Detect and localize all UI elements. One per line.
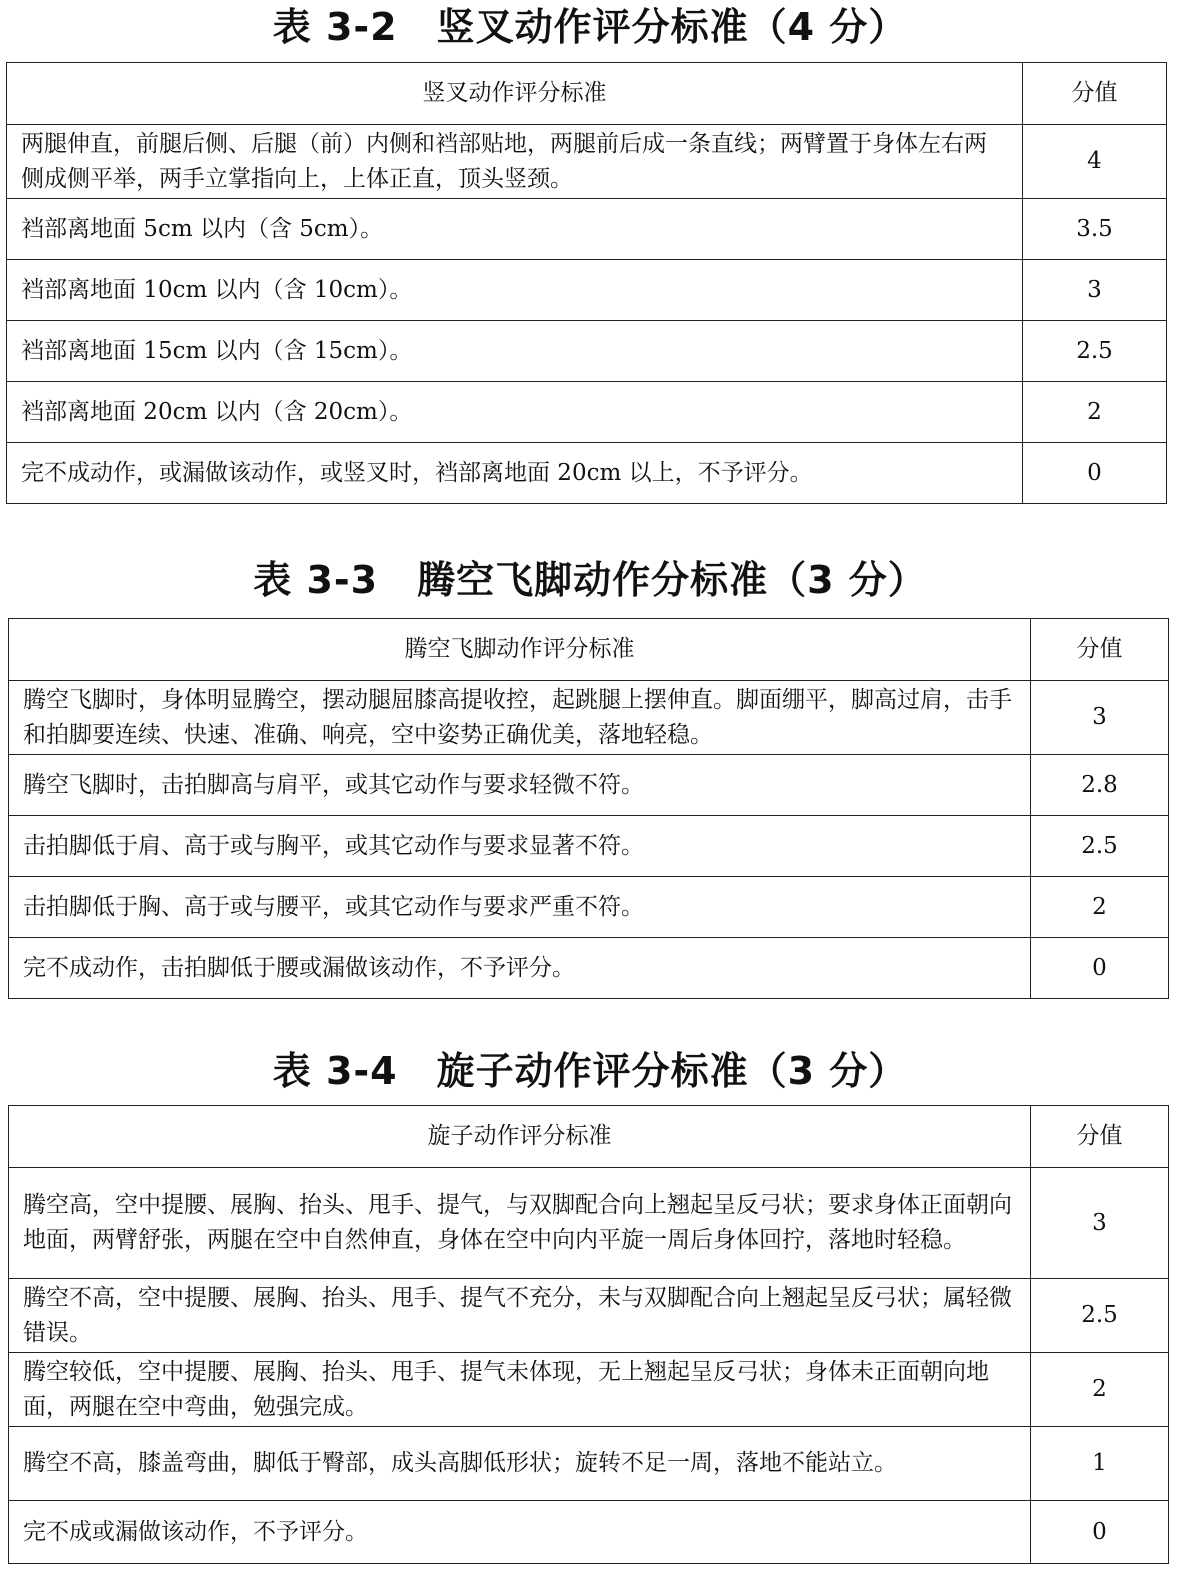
criteria-cell: 完不成动作，击拍脚低于腰或漏做该动作，不予评分。 xyxy=(9,938,1031,999)
criteria-cell: 腾空较低，空中提腰、展胸、抬头、甩手、提气未体现，无上翘起呈反弓状；身体未正面朝向地面，两腿在空中弯曲，勉强完成。 xyxy=(9,1353,1031,1427)
table-row xyxy=(7,125,1167,199)
table-header-row xyxy=(7,63,1167,125)
score-value-cell: 3 xyxy=(1031,1168,1169,1279)
table-row xyxy=(7,199,1167,260)
table-row xyxy=(9,816,1169,877)
criteria-cell: 腾空飞脚时，击拍脚高与肩平，或其它动作与要求轻微不符。 xyxy=(9,755,1031,816)
criteria-cell: 裆部离地面 15cm 以内（含 15cm）。 xyxy=(7,321,1023,382)
table-row xyxy=(9,681,1169,755)
value-column-header: 分值 xyxy=(1031,1106,1169,1168)
score-value-cell: 3.5 xyxy=(1023,199,1167,260)
criteria-cell: 裆部离地面 10cm 以内（含 10cm）。 xyxy=(7,260,1023,321)
table-row xyxy=(9,1501,1169,1564)
criteria-cell: 腾空不高，空中提腰、展胸、抬头、甩手、提气不充分，未与双脚配合向上翘起呈反弓状；属轻微错误。 xyxy=(9,1279,1031,1353)
score-table-3-3 xyxy=(8,618,1169,999)
value-column-header: 分值 xyxy=(1023,63,1167,125)
criteria-cell: 击拍脚低于肩、高于或与胸平，或其它动作与要求显著不符。 xyxy=(9,816,1031,877)
table-row xyxy=(7,260,1167,321)
criteria-cell: 裆部离地面 20cm 以内（含 20cm）。 xyxy=(7,382,1023,443)
criteria-column-header: 竖叉动作评分标准 xyxy=(7,63,1023,125)
table-title: 表 3-3 腾空飞脚动作分标准（3 分） xyxy=(253,558,927,602)
table-header-row xyxy=(9,1106,1169,1168)
table-row xyxy=(9,1353,1169,1427)
score-value-cell: 3 xyxy=(1031,681,1169,755)
score-value-cell: 2 xyxy=(1023,382,1167,443)
table-row xyxy=(9,755,1169,816)
criteria-column-header: 腾空飞脚动作评分标准 xyxy=(9,619,1031,681)
score-value-cell: 2.5 xyxy=(1023,321,1167,382)
score-value-cell: 2.5 xyxy=(1031,816,1169,877)
criteria-cell: 完不成或漏做该动作，不予评分。 xyxy=(9,1501,1031,1564)
score-value-cell: 0 xyxy=(1031,1501,1169,1564)
criteria-cell: 击拍脚低于胸、高于或与腰平，或其它动作与要求严重不符。 xyxy=(9,877,1031,938)
table-row xyxy=(7,321,1167,382)
score-value-cell: 1 xyxy=(1031,1427,1169,1501)
criteria-cell: 腾空高，空中提腰、展胸、抬头、甩手、提气，与双脚配合向上翘起呈反弓状；要求身体正面朝向地面，两臂舒张，两腿在空中自然伸直，身体在空中向内平旋一周后身体回拧，落地时轻稳。 xyxy=(9,1168,1031,1279)
criteria-column-header: 旋子动作评分标准 xyxy=(9,1106,1031,1168)
criteria-cell: 两腿伸直，前腿后侧、后腿（前）内侧和裆部贴地，两腿前后成一条直线；两臂置于身体左右两侧成侧平举，两手立掌指向上，上体正直，顶头竖颈。 xyxy=(7,125,1023,199)
criteria-cell: 腾空不高，膝盖弯曲，脚低于臀部，成头高脚低形状；旋转不足一周，落地不能站立。 xyxy=(9,1427,1031,1501)
criteria-cell: 裆部离地面 5cm 以内（含 5cm）。 xyxy=(7,199,1023,260)
criteria-cell: 腾空飞脚时，身体明显腾空，摆动腿屈膝高提收控，起跳腿上摆伸直。脚面绷平，脚高过肩，击手和拍脚要连续、快速、准确、响亮，空中姿势正确优美，落地轻稳。 xyxy=(9,681,1031,755)
score-value-cell: 2 xyxy=(1031,1353,1169,1427)
table-row xyxy=(7,382,1167,443)
score-table-3-4 xyxy=(8,1105,1169,1564)
table-row xyxy=(9,1168,1169,1279)
score-value-cell: 3 xyxy=(1023,260,1167,321)
criteria-cell: 完不成动作，或漏做该动作，或竖叉时，裆部离地面 20cm 以上，不予评分。 xyxy=(7,443,1023,504)
score-value-cell: 2.5 xyxy=(1031,1279,1169,1353)
table-row xyxy=(9,1427,1169,1501)
score-value-cell: 2 xyxy=(1031,877,1169,938)
table-title: 表 3-4 旋子动作评分标准（3 分） xyxy=(272,1049,908,1093)
table-title: 表 3-2 竖叉动作评分标准（4 分） xyxy=(272,5,908,49)
table-row xyxy=(9,938,1169,999)
table-header-row xyxy=(9,619,1169,681)
score-value-cell: 0 xyxy=(1031,938,1169,999)
score-value-cell: 2.8 xyxy=(1031,755,1169,816)
score-value-cell: 4 xyxy=(1023,125,1167,199)
value-column-header: 分值 xyxy=(1031,619,1169,681)
score-value-cell: 0 xyxy=(1023,443,1167,504)
score-table-3-2 xyxy=(6,62,1167,504)
table-row xyxy=(9,1279,1169,1353)
table-row xyxy=(7,443,1167,504)
table-row xyxy=(9,877,1169,938)
